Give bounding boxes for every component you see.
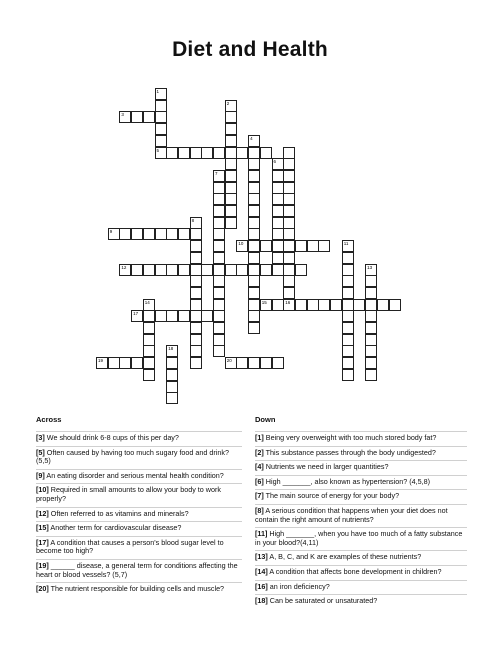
across-clue <box>36 582 242 597</box>
grid-cell[interactable] <box>365 275 377 287</box>
grid-cell[interactable] <box>108 357 120 369</box>
grid-cell[interactable] <box>318 299 330 311</box>
grid-cell[interactable] <box>248 299 260 311</box>
grid-cell[interactable] <box>213 252 225 264</box>
grid-cell[interactable] <box>190 357 202 369</box>
grid-cell[interactable] <box>213 217 225 229</box>
grid-cell[interactable] <box>365 357 377 369</box>
grid-cell[interactable] <box>272 217 284 229</box>
grid-cell[interactable] <box>248 158 260 170</box>
clue-text: Being very overweight with too much stored body fat? <box>263 433 437 442</box>
down-clue <box>255 431 467 446</box>
grid-cell[interactable] <box>272 205 284 217</box>
clue-number: [13] <box>255 552 268 562</box>
grid-cell[interactable] <box>342 322 354 334</box>
grid-cell[interactable] <box>283 252 295 264</box>
across-clue <box>36 483 242 506</box>
grid-cell[interactable] <box>318 240 330 252</box>
grid-cell[interactable] <box>190 264 202 276</box>
grid-cell[interactable] <box>155 228 167 240</box>
cell-number: 11 <box>343 241 349 247</box>
clue-text: A, B, C, and K are examples of these nutrients? <box>267 552 422 562</box>
grid-cell[interactable] <box>155 135 167 147</box>
grid-cell[interactable] <box>190 228 202 240</box>
down-clues <box>255 415 467 609</box>
grid-cell[interactable] <box>201 310 213 322</box>
grid-cell[interactable] <box>155 264 167 276</box>
grid-cell[interactable] <box>248 170 260 182</box>
grid-cell[interactable] <box>225 264 237 276</box>
grid-cell[interactable] <box>178 264 190 276</box>
grid-cell[interactable] <box>119 357 131 369</box>
cell-number: 20 <box>226 358 232 364</box>
clue-number: [16] <box>255 581 268 591</box>
down-clue <box>255 504 467 527</box>
cell-number: 3 <box>121 112 124 118</box>
clue-number: [7] <box>255 491 264 501</box>
clue-number: [5] <box>36 447 45 457</box>
grid-cell[interactable] <box>225 217 237 229</box>
grid-cell[interactable] <box>143 310 155 322</box>
grid-cell[interactable] <box>213 182 225 194</box>
grid-cell[interactable] <box>190 217 202 229</box>
grid-cell[interactable] <box>342 299 354 311</box>
clue-number: [18] <box>255 596 268 606</box>
grid-cell[interactable] <box>295 299 307 311</box>
across-clue <box>36 446 242 469</box>
clue-text: High _______, when you have too much of a fatty substance in your blood?(4,11) <box>255 529 463 547</box>
grid-cell[interactable] <box>213 240 225 252</box>
grid-cell[interactable] <box>213 322 225 334</box>
grid-cell[interactable] <box>248 310 260 322</box>
grid-cell[interactable] <box>131 357 143 369</box>
grid-cell[interactable] <box>248 147 260 159</box>
grid-cell[interactable] <box>342 345 354 357</box>
clue-text: An eating disorder and serious mental health condition? <box>44 470 224 480</box>
grid-cell[interactable] <box>225 123 237 135</box>
grid-cell[interactable] <box>342 264 354 276</box>
grid-cell[interactable] <box>389 299 401 311</box>
grid-cell[interactable] <box>190 345 202 357</box>
clue-text: A condition that causes a person's blood sugar level to become too high? <box>36 537 224 556</box>
across-clue <box>36 521 242 536</box>
grid-cell[interactable] <box>283 287 295 299</box>
grid-cell[interactable] <box>96 357 108 369</box>
grid-cell[interactable] <box>283 264 295 276</box>
grid-cell[interactable] <box>283 182 295 194</box>
grid-cell[interactable] <box>225 100 237 112</box>
grid-cell[interactable] <box>213 287 225 299</box>
grid-cell[interactable] <box>155 310 167 322</box>
cell-number: 5 <box>156 147 160 153</box>
grid-cell[interactable] <box>342 252 354 264</box>
grid-cell[interactable] <box>190 147 202 159</box>
grid-cell[interactable] <box>155 111 167 123</box>
grid-cell[interactable] <box>166 228 178 240</box>
grid-cell[interactable] <box>283 228 295 240</box>
grid-cell[interactable] <box>248 275 260 287</box>
grid-cell[interactable] <box>213 147 225 159</box>
grid-cell[interactable] <box>248 264 260 276</box>
grid-cell[interactable] <box>248 357 260 369</box>
grid-cell[interactable] <box>272 357 284 369</box>
grid-cell[interactable] <box>342 310 354 322</box>
clue-text: The nutrient responsible for building cells and muscle? <box>48 584 225 594</box>
grid-cell[interactable] <box>166 264 178 276</box>
grid-cell[interactable] <box>225 158 237 170</box>
grid-cell[interactable] <box>272 193 284 205</box>
clue-text: This substance passes through the body undigested? <box>263 447 436 457</box>
grid-cell[interactable] <box>190 240 202 252</box>
grid-cell[interactable] <box>166 392 178 404</box>
grid-cell[interactable] <box>236 264 248 276</box>
down-clue <box>255 489 467 504</box>
clue-text: Often referred to as vitamins and minerals? <box>48 508 189 518</box>
clue-text: an iron deficiency? <box>267 581 330 591</box>
cell-number: 4 <box>250 135 253 141</box>
grid-cell[interactable] <box>166 147 178 159</box>
clue-text: Can be saturated or unsaturated? <box>267 596 378 606</box>
grid-cell[interactable] <box>178 310 190 322</box>
clue-text: Another term for cardiovascular disease? <box>48 523 182 533</box>
grid-cell[interactable] <box>342 275 354 287</box>
grid-cell[interactable] <box>213 275 225 287</box>
down-clue <box>255 594 467 609</box>
grid-cell[interactable] <box>365 334 377 346</box>
grid-cell[interactable] <box>342 334 354 346</box>
clue-text: Nutrients we need in larger quantities? <box>263 462 389 472</box>
grid-cell[interactable] <box>213 334 225 346</box>
grid-cell[interactable] <box>155 88 167 100</box>
down-clue <box>255 446 467 461</box>
grid-cell[interactable] <box>166 369 178 381</box>
grid-cell[interactable] <box>201 264 213 276</box>
clue-number: [1] <box>255 433 264 442</box>
grid-cell[interactable] <box>143 345 155 357</box>
across-clue <box>36 536 242 559</box>
clue-number: [8] <box>255 505 264 515</box>
grid-cell[interactable] <box>190 287 202 299</box>
clue-number: [20] <box>36 584 49 594</box>
grid-cell[interactable] <box>213 310 225 322</box>
grid-cell[interactable] <box>248 240 260 252</box>
grid-cell[interactable] <box>166 381 178 393</box>
grid-cell[interactable] <box>342 287 354 299</box>
grid-cell[interactable] <box>248 252 260 264</box>
grid-cell[interactable] <box>155 100 167 112</box>
grid-cell[interactable] <box>131 111 143 123</box>
clue-number: [15] <box>36 523 49 533</box>
clue-text: We should drink 6-8 cups of this per day? <box>44 433 179 442</box>
grid-cell[interactable] <box>365 310 377 322</box>
grid-cell[interactable] <box>283 217 295 229</box>
clue-text: A serious condition that happens when your diet does not contain the right amount of nutrients? <box>255 505 448 524</box>
grid-cell[interactable] <box>213 228 225 240</box>
grid-cell[interactable] <box>236 240 248 252</box>
clue-text: Often caused by having too much sugary food and drink? (5,5) <box>36 447 229 466</box>
clue-number: [10] <box>36 485 49 495</box>
grid-cell[interactable] <box>225 111 237 123</box>
grid-cell[interactable] <box>143 264 155 276</box>
cell-number: 1 <box>156 89 160 94</box>
across-clue-list <box>36 431 242 597</box>
grid-cell[interactable] <box>260 299 272 311</box>
grid-cell[interactable] <box>190 252 202 264</box>
cell-number: 15 <box>261 299 267 305</box>
grid-cell[interactable] <box>108 228 120 240</box>
down-clue <box>255 565 467 580</box>
grid-cell[interactable] <box>225 170 237 182</box>
clue-number: [11] <box>255 529 268 539</box>
grid-cell[interactable] <box>272 158 284 170</box>
grid-cell[interactable] <box>166 345 178 357</box>
grid-cell[interactable] <box>155 123 167 135</box>
clue-text: The main source of energy for your body? <box>263 491 400 501</box>
grid-cell[interactable] <box>143 357 155 369</box>
down-clue <box>255 460 467 475</box>
clue-text: Required in small amounts to allow your body to work properly? <box>36 485 221 503</box>
cell-number: 18 <box>168 346 174 352</box>
grid-cell[interactable] <box>225 193 237 205</box>
cell-number: 8 <box>191 217 195 223</box>
grid-cell[interactable] <box>143 111 155 123</box>
grid-cell[interactable] <box>248 287 260 299</box>
grid-cell[interactable] <box>166 310 178 322</box>
grid-cell[interactable] <box>178 147 190 159</box>
grid-cell[interactable] <box>213 264 225 276</box>
grid-cell[interactable] <box>236 147 248 159</box>
grid-cell[interactable] <box>213 170 225 182</box>
grid-cell[interactable] <box>131 264 143 276</box>
grid-cell[interactable] <box>365 264 377 276</box>
grid-cell[interactable] <box>365 369 377 381</box>
clue-number: [3] <box>36 433 45 442</box>
grid-cell[interactable] <box>178 228 190 240</box>
grid-cell[interactable] <box>190 275 202 287</box>
grid-cell[interactable] <box>260 240 272 252</box>
grid-cell[interactable] <box>131 310 143 322</box>
down-clue <box>255 580 467 595</box>
clue-number: [6] <box>255 476 264 486</box>
grid-cell[interactable] <box>190 310 202 322</box>
grid-cell[interactable] <box>330 299 342 311</box>
grid-cell[interactable] <box>236 357 248 369</box>
across-clue <box>36 559 242 582</box>
grid-cell[interactable] <box>272 299 284 311</box>
across-clue <box>36 469 242 484</box>
grid-cell[interactable] <box>283 205 295 217</box>
grid-cell[interactable] <box>295 264 307 276</box>
grid-cell[interactable] <box>143 369 155 381</box>
grid-cell[interactable] <box>248 182 260 194</box>
grid-cell[interactable] <box>365 345 377 357</box>
grid-cell[interactable] <box>213 299 225 311</box>
grid-cell[interactable] <box>283 147 295 159</box>
cell-number: 6 <box>273 159 277 165</box>
clue-number: [14] <box>255 566 268 576</box>
page-title: Diet and Health <box>172 38 328 61</box>
clue-text: High _______, also known as hypertension? (4,5,8) <box>263 476 431 486</box>
down-heading: Down <box>255 415 276 424</box>
across-clues <box>36 415 242 597</box>
cell-number: 12 <box>121 264 127 270</box>
grid-cell[interactable] <box>342 357 354 369</box>
cell-number: 2 <box>226 100 230 106</box>
cell-number: 14 <box>144 299 150 305</box>
down-clue <box>255 527 467 550</box>
grid-cell[interactable] <box>213 205 225 217</box>
grid-cell[interactable] <box>225 182 237 194</box>
cell-number: 7 <box>215 170 218 176</box>
grid-cell[interactable] <box>307 299 319 311</box>
grid-cell[interactable] <box>283 240 295 252</box>
grid-cell[interactable] <box>283 193 295 205</box>
clue-text: ______ disease, a general term for conditions affecting the heart or blood vessels? (5,7) <box>36 560 238 579</box>
grid-cell[interactable] <box>248 228 260 240</box>
grid-cell[interactable] <box>166 357 178 369</box>
grid-cell[interactable] <box>201 147 213 159</box>
cell-number: 19 <box>98 358 104 364</box>
grid-cell[interactable] <box>213 193 225 205</box>
grid-cell[interactable] <box>248 135 260 147</box>
clue-text: A condition that affects bone development in children? <box>267 566 442 576</box>
down-clue <box>255 475 467 490</box>
grid-cell[interactable] <box>283 299 295 311</box>
down-clue-list <box>255 431 467 609</box>
clue-number: [17] <box>36 537 49 547</box>
grid-cell[interactable] <box>342 240 354 252</box>
grid-cell[interactable] <box>272 182 284 194</box>
grid-cell[interactable] <box>365 287 377 299</box>
grid-cell[interactable] <box>119 228 131 240</box>
cell-number: 9 <box>109 229 113 235</box>
down-clue <box>255 550 467 565</box>
grid-cell[interactable] <box>283 275 295 287</box>
grid-cell[interactable] <box>272 252 284 264</box>
grid-cell[interactable] <box>272 240 284 252</box>
grid-cell[interactable] <box>225 135 237 147</box>
grid-cell[interactable] <box>272 170 284 182</box>
grid-cell[interactable] <box>342 369 354 381</box>
grid-cell[interactable] <box>377 299 389 311</box>
grid-cell[interactable] <box>248 193 260 205</box>
grid-cell[interactable] <box>260 264 272 276</box>
grid-cell[interactable] <box>248 217 260 229</box>
grid-cell[interactable] <box>190 322 202 334</box>
grid-cell[interactable] <box>248 205 260 217</box>
clue-number: [4] <box>255 462 264 472</box>
grid-cell[interactable] <box>143 228 155 240</box>
grid-cell[interactable] <box>143 299 155 311</box>
grid-cell[interactable] <box>225 205 237 217</box>
grid-cell[interactable] <box>190 299 202 311</box>
clue-number: [9] <box>36 470 45 480</box>
grid-cell[interactable] <box>260 147 272 159</box>
grid-cell[interactable] <box>272 228 284 240</box>
cell-number: 13 <box>367 264 373 270</box>
grid-cell[interactable] <box>213 345 225 357</box>
grid-cell[interactable] <box>143 322 155 334</box>
grid-cell[interactable] <box>225 147 237 159</box>
cell-number: 17 <box>133 311 139 317</box>
clue-number: [19] <box>36 560 49 570</box>
clue-number: [12] <box>36 508 49 518</box>
grid-cell[interactable] <box>131 228 143 240</box>
grid-cell[interactable] <box>295 240 307 252</box>
across-heading: Across <box>36 415 62 424</box>
across-clue <box>36 507 242 522</box>
grid-cell[interactable] <box>143 334 155 346</box>
grid-cell[interactable] <box>248 322 260 334</box>
grid-cell[interactable] <box>283 170 295 182</box>
grid-cell[interactable] <box>225 357 237 369</box>
grid-cell[interactable] <box>155 147 167 159</box>
grid-cell[interactable] <box>272 264 284 276</box>
grid-cell[interactable] <box>260 357 272 369</box>
grid-cell[interactable] <box>365 322 377 334</box>
grid-cell[interactable] <box>307 240 319 252</box>
grid-cell[interactable] <box>353 299 365 311</box>
cell-number: 16 <box>285 299 291 305</box>
grid-cell[interactable] <box>190 334 202 346</box>
grid-cell[interactable] <box>119 111 131 123</box>
grid-cell[interactable] <box>283 158 295 170</box>
clue-number: [2] <box>255 447 264 457</box>
cell-number: 10 <box>238 241 244 247</box>
across-clue <box>36 431 242 446</box>
grid-cell[interactable] <box>365 299 377 311</box>
grid-cell[interactable] <box>119 264 131 276</box>
